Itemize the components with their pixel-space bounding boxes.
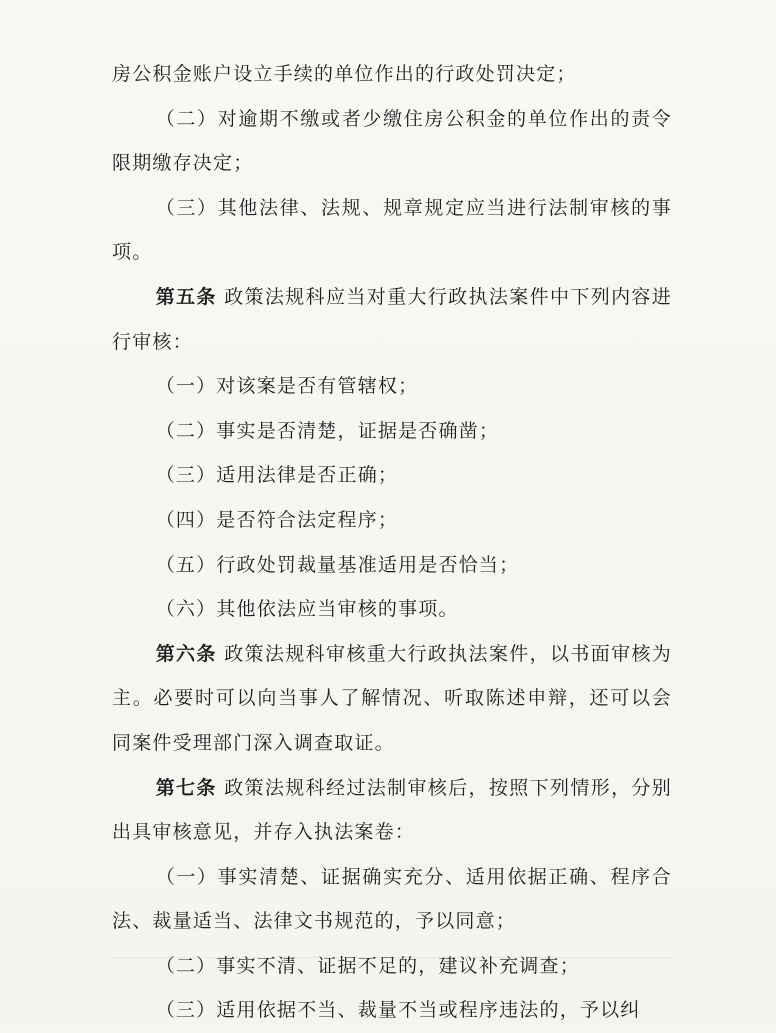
paragraph: （三）适用法律是否正确； xyxy=(155,464,399,487)
article-paragraph: 第七条 政策法规科经过法制审核后，按照下列情形，分别出具审核意见，并存入执法案卷： xyxy=(112,776,672,844)
paragraph: （一）对该案是否有管辖权； xyxy=(155,375,419,398)
paragraph: （一）事实清楚、证据确实充分、适用依据正确、程序合法、裁量适当、法律文书规范的，予以同意； xyxy=(112,865,672,933)
paragraph: （五）行政处罚裁量基准适用是否恰当； xyxy=(155,553,520,576)
paragraph: （二）事实是否清楚，证据是否确凿； xyxy=(155,419,500,442)
footer-divider xyxy=(112,957,672,958)
paragraph: （二）事实不清、证据不足的，建议补充调查； xyxy=(155,954,580,977)
document-body xyxy=(112,52,672,1033)
article-heading: 第七条 xyxy=(155,776,217,799)
paragraph: 房公积金账户设立手续的单位作出的行政处罚决定； xyxy=(112,63,577,85)
article-paragraph: 第六条 政策法规科审核重大行政执法案件，以书面审核为主。必要时可以向当事人了解情况、听取陈述申辩，还可以会同案件受理部门深入调查取证。 xyxy=(112,642,672,754)
article-paragraph: 第五条 政策法规科应当对重大行政执法案件中下列内容进行审核： xyxy=(112,285,672,353)
paragraph: （四）是否符合法定程序； xyxy=(155,508,399,531)
paragraph: （二）对逾期不缴或者少缴住房公积金的单位作出的责令限期缴存决定； xyxy=(112,107,672,175)
paragraph: （三）其他法律、法规、规章规定应当进行法制审核的事项。 xyxy=(112,196,672,264)
paragraph: （三）适用依据不当、裁量不当或程序违法的，予以纠 xyxy=(155,999,641,1022)
article-heading: 第五条 xyxy=(155,285,217,308)
paragraph: （六）其他依法应当审核的事项。 xyxy=(155,598,459,621)
article-heading: 第六条 xyxy=(155,642,217,665)
